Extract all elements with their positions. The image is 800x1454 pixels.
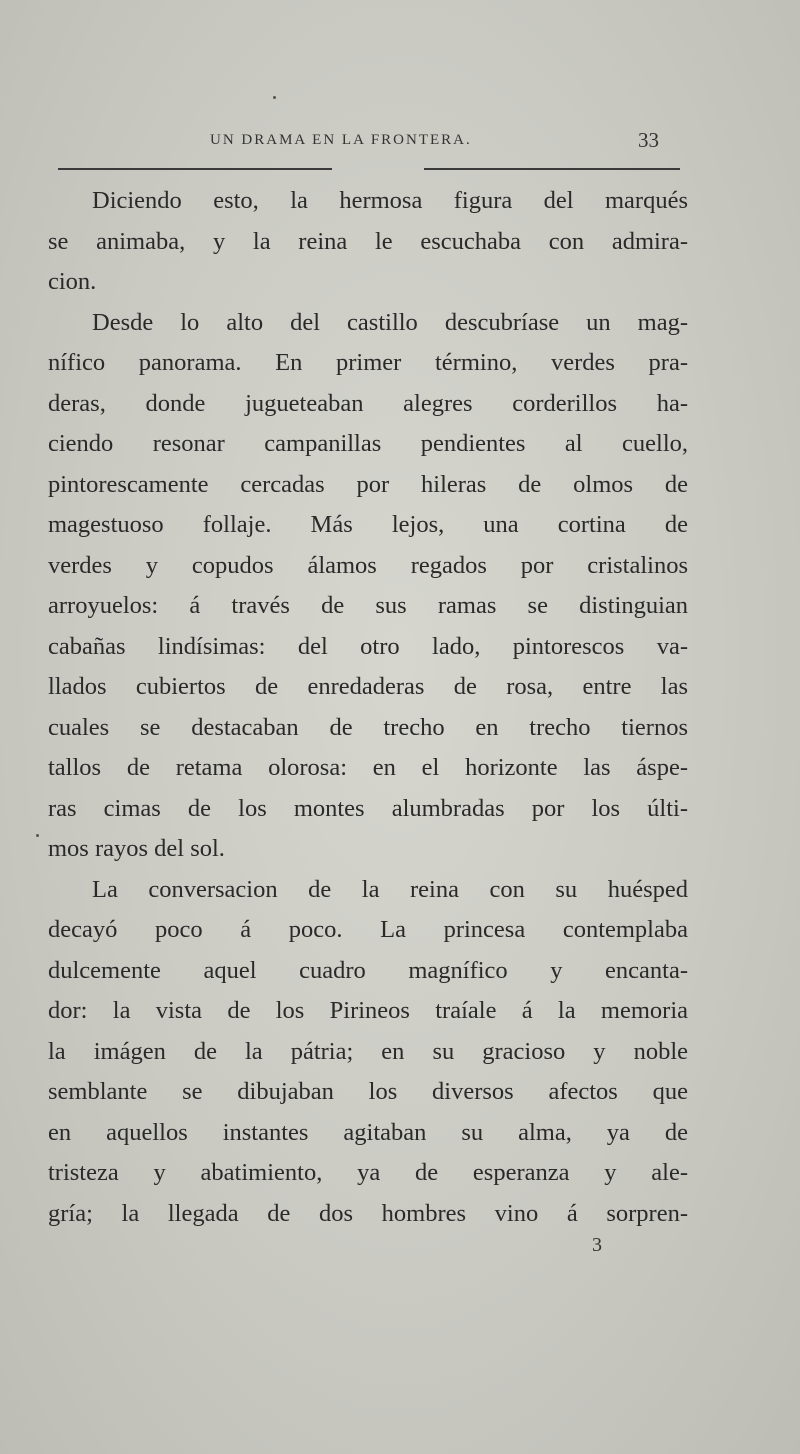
header-rule-right bbox=[424, 168, 680, 170]
header-rule-left bbox=[58, 168, 332, 170]
text-line: cion. bbox=[48, 268, 97, 295]
paper-speck bbox=[273, 96, 276, 99]
body-text bbox=[48, 181, 688, 1234]
text-line: dor: la vista de los Pirineos traíale á la memoria bbox=[48, 997, 688, 1024]
text-line: dulcemente aquel cuadro magnífico y encanta- bbox=[48, 956, 688, 984]
paragraph-3 bbox=[48, 870, 688, 1235]
running-title: UN DRAMA EN LA FRONTERA. bbox=[210, 132, 472, 148]
page-header bbox=[0, 128, 800, 158]
text-line: se animaba, y la reina le escuchaba con admira- bbox=[48, 227, 688, 255]
text-line: la imágen de la pátria; en su gracioso y noble bbox=[48, 1037, 688, 1065]
text-line: Diciendo esto, la hermosa figura del marqués bbox=[92, 187, 688, 214]
signature-mark: 3 bbox=[592, 1234, 602, 1256]
text-line: verdes y copudos álamos regados por cristalinos bbox=[48, 551, 688, 579]
text-line: mos rayos del sol. bbox=[48, 835, 225, 862]
text-line: deras, donde jugueteaban alegres corderillos ha- bbox=[48, 389, 688, 417]
page-number: 33 bbox=[638, 128, 659, 152]
text-line: cuales se destacaban de trecho en trecho tiernos bbox=[48, 713, 688, 741]
text-line: llados cubiertos de enredaderas de rosa, entre las bbox=[48, 673, 688, 700]
text-line: ciendo resonar campanillas pendientes al cuello, bbox=[48, 430, 688, 457]
text-line: arroyuelos: á través de sus ramas se distinguian bbox=[48, 592, 688, 619]
text-line: pintorescamente cercadas por hileras de olmos de bbox=[48, 470, 688, 498]
text-line: decayó poco á poco. La princesa contemplaba bbox=[48, 916, 688, 943]
paper-speck bbox=[36, 834, 39, 837]
text-line: ras cimas de los montes alumbradas por los últi- bbox=[48, 794, 688, 822]
text-line: magestuoso follaje. Más lejos, una cortina de bbox=[48, 511, 688, 538]
text-line: tallos de retama olorosa: en el horizonte las áspe- bbox=[48, 754, 688, 781]
paragraph-2 bbox=[48, 303, 688, 870]
text-line: en aquellos instantes agitaban su alma, ya de bbox=[48, 1118, 688, 1146]
paragraph-1 bbox=[48, 181, 688, 303]
text-line: La conversacion de la reina con su huésped bbox=[92, 875, 688, 903]
text-line: Desde lo alto del castillo descubríase un mag- bbox=[92, 308, 688, 336]
text-line: tristeza y abatimiento, ya de esperanza y ale- bbox=[48, 1159, 688, 1186]
text-line: semblante se dibujaban los diversos afectos que bbox=[48, 1078, 688, 1105]
text-line: gría; la llegada de dos hombres vino á sorpren- bbox=[48, 1199, 688, 1227]
text-line: nífico panorama. En primer término, verdes pra- bbox=[48, 349, 688, 376]
text-line: cabañas lindísimas: del otro lado, pintorescos va- bbox=[48, 632, 688, 660]
